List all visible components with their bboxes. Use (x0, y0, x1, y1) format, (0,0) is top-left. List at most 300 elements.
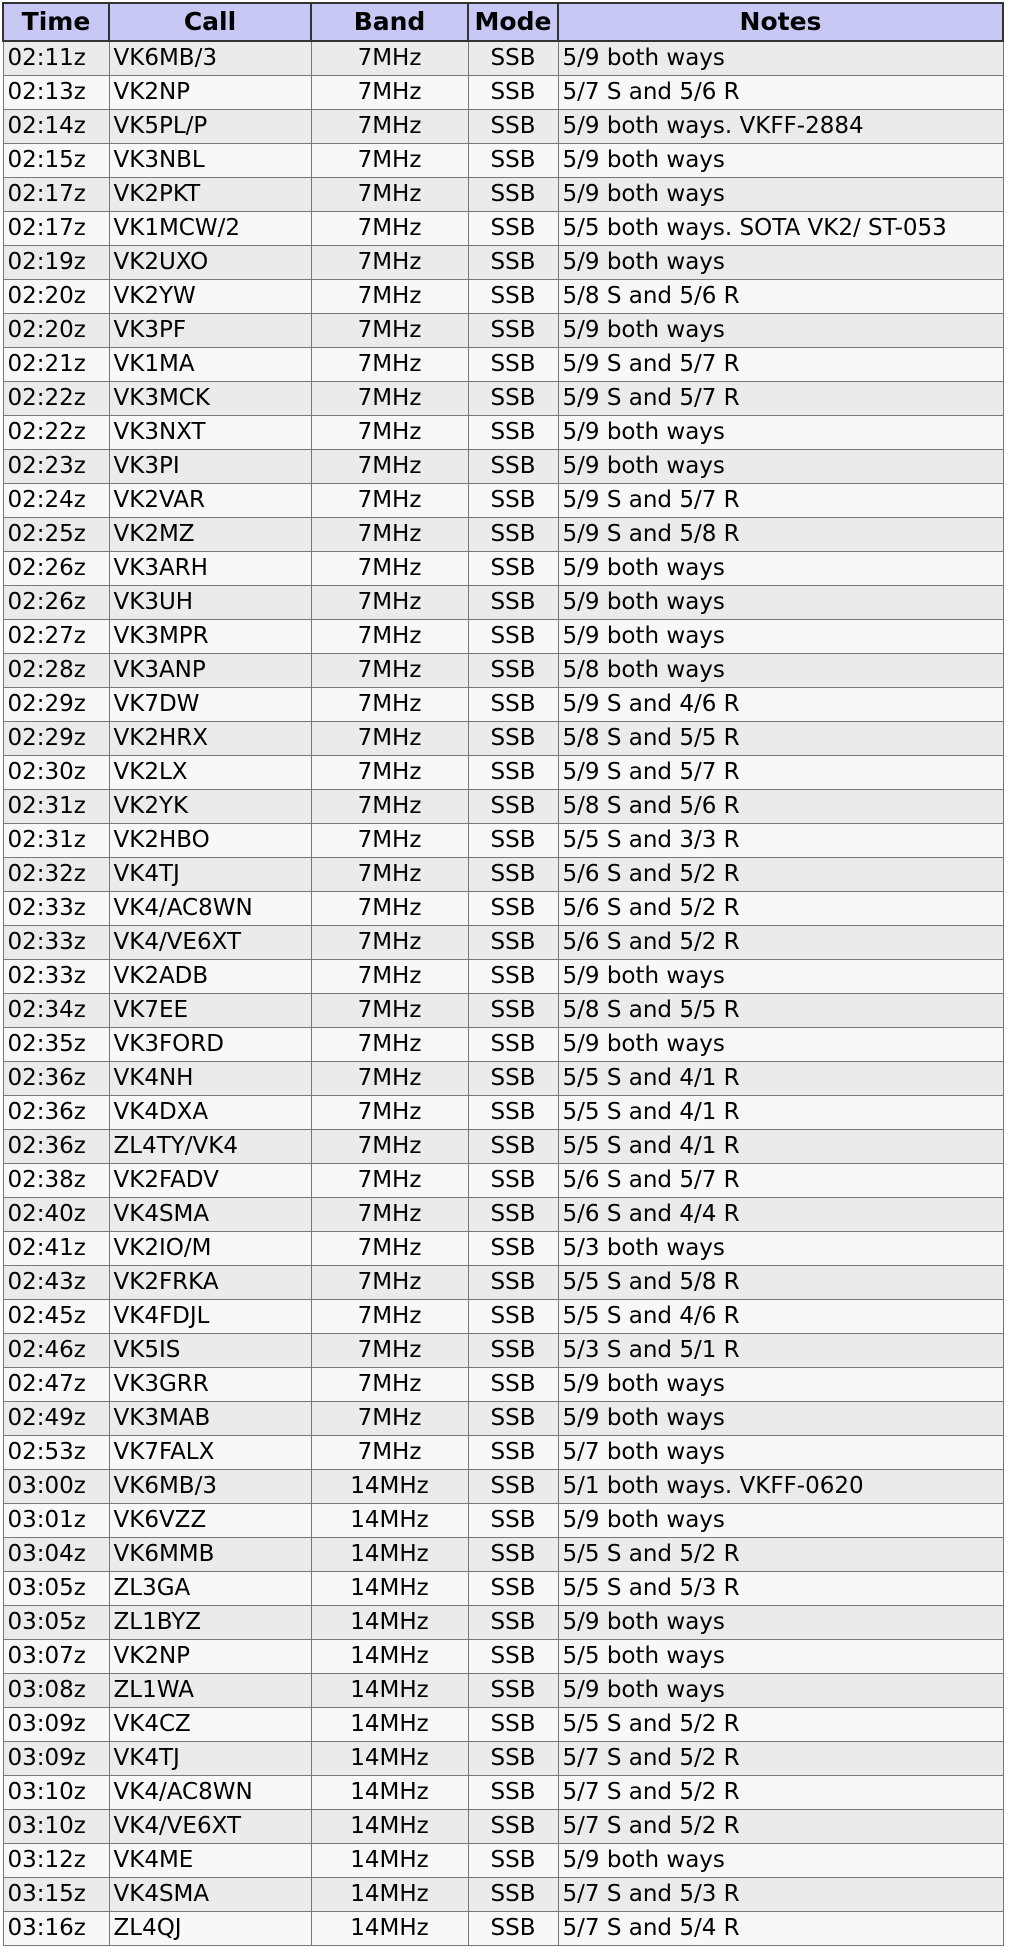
table-row (3, 178, 1003, 212)
band-cell: 7MHz (311, 178, 468, 212)
band-cell: 7MHz (311, 1028, 468, 1062)
mode-cell: SSB (468, 1436, 558, 1470)
call-cell: VK7FALX (109, 1436, 311, 1470)
time-cell: 03:15z (3, 1878, 109, 1912)
band-cell: 14MHz (311, 1504, 468, 1538)
band-cell: 14MHz (311, 1742, 468, 1776)
mode-cell: SSB (468, 1096, 558, 1130)
mode-cell: SSB (468, 654, 558, 688)
band-cell: 7MHz (311, 518, 468, 552)
band-cell: 14MHz (311, 1878, 468, 1912)
band-cell: 7MHz (311, 76, 468, 110)
time-cell: 03:10z (3, 1810, 109, 1844)
band-cell: 14MHz (311, 1844, 468, 1878)
time-cell: 02:31z (3, 824, 109, 858)
table-row (3, 416, 1003, 450)
mode-cell: SSB (468, 178, 558, 212)
table-row (3, 1606, 1003, 1640)
time-cell: 02:33z (3, 960, 109, 994)
time-cell: 02:17z (3, 178, 109, 212)
call-cell: VK7EE (109, 994, 311, 1028)
time-cell: 03:00z (3, 1470, 109, 1504)
call-cell: VK6MMB (109, 1538, 311, 1572)
mode-cell: SSB (468, 620, 558, 654)
time-cell: 02:23z (3, 450, 109, 484)
call-cell: VK3PF (109, 314, 311, 348)
table-row (3, 280, 1003, 314)
mode-cell: SSB (468, 926, 558, 960)
band-cell: 7MHz (311, 110, 468, 144)
table-row (3, 1436, 1003, 1470)
notes-cell: 5/9 both ways (558, 144, 1003, 178)
time-cell: 02:22z (3, 382, 109, 416)
table-row (3, 484, 1003, 518)
time-cell: 02:34z (3, 994, 109, 1028)
time-cell: 02:15z (3, 144, 109, 178)
call-cell: VK6VZZ (109, 1504, 311, 1538)
time-cell: 03:10z (3, 1776, 109, 1810)
time-cell: 02:30z (3, 756, 109, 790)
call-cell: VK3ARH (109, 552, 311, 586)
time-cell: 02:17z (3, 212, 109, 246)
mode-cell: SSB (468, 552, 558, 586)
notes-cell: 5/9 both ways (558, 450, 1003, 484)
table-row (3, 1708, 1003, 1742)
mode-cell: SSB (468, 960, 558, 994)
time-cell: 03:07z (3, 1640, 109, 1674)
band-cell: 7MHz (311, 1198, 468, 1232)
band-cell: 7MHz (311, 688, 468, 722)
band-cell: 7MHz (311, 280, 468, 314)
mode-cell: SSB (468, 110, 558, 144)
call-cell: VK2NP (109, 1640, 311, 1674)
column-header-mode: Mode (468, 3, 558, 41)
time-cell: 02:33z (3, 892, 109, 926)
mode-cell: SSB (468, 416, 558, 450)
band-cell: 14MHz (311, 1810, 468, 1844)
notes-cell: 5/9 both ways (558, 586, 1003, 620)
table-row (3, 110, 1003, 144)
band-cell: 7MHz (311, 654, 468, 688)
band-cell: 14MHz (311, 1776, 468, 1810)
table-row (3, 1504, 1003, 1538)
notes-cell: 5/9 S and 5/8 R (558, 518, 1003, 552)
notes-cell: 5/9 both ways (558, 1028, 1003, 1062)
mode-cell: SSB (468, 790, 558, 824)
time-cell: 02:21z (3, 348, 109, 382)
notes-cell: 5/5 both ways (558, 1640, 1003, 1674)
table-row (3, 212, 1003, 246)
mode-cell: SSB (468, 586, 558, 620)
band-cell: 7MHz (311, 586, 468, 620)
call-cell: VK3MAB (109, 1402, 311, 1436)
table-row (3, 858, 1003, 892)
call-cell: VK4ME (109, 1844, 311, 1878)
notes-cell: 5/7 S and 5/3 R (558, 1878, 1003, 1912)
call-cell: VK6MB/3 (109, 1470, 311, 1504)
call-cell: ZL1WA (109, 1674, 311, 1708)
band-cell: 7MHz (311, 144, 468, 178)
call-cell: VK3UH (109, 586, 311, 620)
time-cell: 02:27z (3, 620, 109, 654)
table-row (3, 76, 1003, 110)
notes-cell: 5/9 both ways (558, 416, 1003, 450)
table-row (3, 1538, 1003, 1572)
time-cell: 02:53z (3, 1436, 109, 1470)
time-cell: 02:31z (3, 790, 109, 824)
call-cell: VK3MPR (109, 620, 311, 654)
mode-cell: SSB (468, 1844, 558, 1878)
band-cell: 7MHz (311, 1334, 468, 1368)
notes-cell: 5/9 both ways (558, 960, 1003, 994)
band-cell: 7MHz (311, 1164, 468, 1198)
notes-cell: 5/6 S and 4/4 R (558, 1198, 1003, 1232)
table-row (3, 1674, 1003, 1708)
time-cell: 02:36z (3, 1096, 109, 1130)
mode-cell: SSB (468, 1674, 558, 1708)
notes-cell: 5/9 S and 4/6 R (558, 688, 1003, 722)
time-cell: 02:41z (3, 1232, 109, 1266)
notes-cell: 5/6 S and 5/2 R (558, 926, 1003, 960)
mode-cell: SSB (468, 994, 558, 1028)
notes-cell: 5/9 both ways (558, 1504, 1003, 1538)
table-row (3, 382, 1003, 416)
table-row (3, 722, 1003, 756)
mode-cell: SSB (468, 1470, 558, 1504)
band-cell: 7MHz (311, 1130, 468, 1164)
band-cell: 7MHz (311, 790, 468, 824)
mode-cell: SSB (468, 41, 558, 76)
band-cell: 14MHz (311, 1572, 468, 1606)
time-cell: 03:05z (3, 1572, 109, 1606)
notes-cell: 5/3 both ways (558, 1232, 1003, 1266)
call-cell: ZL4QJ (109, 1912, 311, 1946)
call-cell: VK2HRX (109, 722, 311, 756)
notes-cell: 5/6 S and 5/7 R (558, 1164, 1003, 1198)
notes-cell: 5/9 both ways (558, 620, 1003, 654)
band-cell: 7MHz (311, 314, 468, 348)
call-cell: VK3MCK (109, 382, 311, 416)
mode-cell: SSB (468, 892, 558, 926)
notes-cell: 5/9 both ways (558, 1844, 1003, 1878)
column-header-notes: Notes (558, 3, 1003, 41)
table-row (3, 586, 1003, 620)
table-row (3, 1164, 1003, 1198)
time-cell: 03:16z (3, 1912, 109, 1946)
time-cell: 02:49z (3, 1402, 109, 1436)
time-cell: 02:32z (3, 858, 109, 892)
table-row (3, 1810, 1003, 1844)
mode-cell: SSB (468, 688, 558, 722)
band-cell: 14MHz (311, 1606, 468, 1640)
call-cell: VK7DW (109, 688, 311, 722)
band-cell: 7MHz (311, 892, 468, 926)
mode-cell: SSB (468, 1130, 558, 1164)
column-header-call: Call (109, 3, 311, 41)
call-cell: VK2ADB (109, 960, 311, 994)
notes-cell: 5/9 both ways (558, 552, 1003, 586)
time-cell: 02:26z (3, 586, 109, 620)
time-cell: 02:43z (3, 1266, 109, 1300)
time-cell: 02:14z (3, 110, 109, 144)
mode-cell: SSB (468, 1538, 558, 1572)
notes-cell: 5/8 S and 5/6 R (558, 790, 1003, 824)
notes-cell: 5/9 both ways (558, 246, 1003, 280)
band-cell: 7MHz (311, 416, 468, 450)
notes-cell: 5/7 S and 5/2 R (558, 1742, 1003, 1776)
time-cell: 03:01z (3, 1504, 109, 1538)
band-cell: 7MHz (311, 1062, 468, 1096)
band-cell: 7MHz (311, 756, 468, 790)
call-cell: VK3PI (109, 450, 311, 484)
notes-cell: 5/9 S and 5/7 R (558, 348, 1003, 382)
notes-cell: 5/9 both ways (558, 1402, 1003, 1436)
column-header-band: Band (311, 3, 468, 41)
table-row (3, 1402, 1003, 1436)
table-row (3, 1742, 1003, 1776)
mode-cell: SSB (468, 518, 558, 552)
mode-cell: SSB (468, 722, 558, 756)
time-cell: 02:24z (3, 484, 109, 518)
time-cell: 02:40z (3, 1198, 109, 1232)
time-cell: 02:35z (3, 1028, 109, 1062)
mode-cell: SSB (468, 1334, 558, 1368)
table-header (3, 3, 1003, 41)
notes-cell: 5/3 S and 5/1 R (558, 1334, 1003, 1368)
header-row (3, 3, 1003, 41)
call-cell: VK5PL/P (109, 110, 311, 144)
notes-cell: 5/8 S and 5/5 R (558, 722, 1003, 756)
time-cell: 02:20z (3, 314, 109, 348)
call-cell: VK4CZ (109, 1708, 311, 1742)
notes-cell: 5/9 both ways (558, 178, 1003, 212)
band-cell: 7MHz (311, 552, 468, 586)
notes-cell: 5/8 S and 5/6 R (558, 280, 1003, 314)
table-row (3, 552, 1003, 586)
table-row (3, 1300, 1003, 1334)
call-cell: VK4TJ (109, 1742, 311, 1776)
time-cell: 03:09z (3, 1742, 109, 1776)
time-cell: 02:33z (3, 926, 109, 960)
band-cell: 14MHz (311, 1470, 468, 1504)
table-row (3, 1912, 1003, 1946)
mode-cell: SSB (468, 212, 558, 246)
mode-cell: SSB (468, 144, 558, 178)
call-cell: VK2YK (109, 790, 311, 824)
notes-cell: 5/7 S and 5/2 R (558, 1810, 1003, 1844)
time-cell: 03:05z (3, 1606, 109, 1640)
table-row (3, 1334, 1003, 1368)
mode-cell: SSB (468, 824, 558, 858)
table-row (3, 1232, 1003, 1266)
mode-cell: SSB (468, 1232, 558, 1266)
notes-cell: 5/7 S and 5/2 R (558, 1776, 1003, 1810)
call-cell: VK4NH (109, 1062, 311, 1096)
table-row (3, 41, 1003, 76)
band-cell: 7MHz (311, 484, 468, 518)
band-cell: 7MHz (311, 1402, 468, 1436)
notes-cell: 5/9 both ways (558, 314, 1003, 348)
table-row (3, 790, 1003, 824)
band-cell: 7MHz (311, 450, 468, 484)
time-cell: 02:26z (3, 552, 109, 586)
time-cell: 02:46z (3, 1334, 109, 1368)
table-row (3, 688, 1003, 722)
notes-cell: 5/8 S and 5/5 R (558, 994, 1003, 1028)
band-cell: 7MHz (311, 620, 468, 654)
call-cell: VK2UXO (109, 246, 311, 280)
band-cell: 14MHz (311, 1708, 468, 1742)
notes-cell: 5/5 S and 4/1 R (558, 1130, 1003, 1164)
mode-cell: SSB (468, 1810, 558, 1844)
mode-cell: SSB (468, 1606, 558, 1640)
table-row (3, 144, 1003, 178)
mode-cell: SSB (468, 1708, 558, 1742)
table-row (3, 926, 1003, 960)
call-cell: VK1MA (109, 348, 311, 382)
call-cell: VK2NP (109, 76, 311, 110)
call-cell: VK4/AC8WN (109, 892, 311, 926)
call-cell: VK6MB/3 (109, 41, 311, 76)
call-cell: VK4/VE6XT (109, 1810, 311, 1844)
time-cell: 02:28z (3, 654, 109, 688)
time-cell: 02:22z (3, 416, 109, 450)
mode-cell: SSB (468, 348, 558, 382)
time-cell: 02:38z (3, 1164, 109, 1198)
band-cell: 14MHz (311, 1674, 468, 1708)
mode-cell: SSB (468, 858, 558, 892)
mode-cell: SSB (468, 280, 558, 314)
table-row (3, 450, 1003, 484)
mode-cell: SSB (468, 1402, 558, 1436)
table-row (3, 1028, 1003, 1062)
call-cell: VK2LX (109, 756, 311, 790)
notes-cell: 5/5 S and 3/3 R (558, 824, 1003, 858)
mode-cell: SSB (468, 1266, 558, 1300)
mode-cell: SSB (468, 1572, 558, 1606)
table-row (3, 892, 1003, 926)
band-cell: 7MHz (311, 1096, 468, 1130)
call-cell: VK4SMA (109, 1878, 311, 1912)
table-row (3, 824, 1003, 858)
mode-cell: SSB (468, 1368, 558, 1402)
time-cell: 03:12z (3, 1844, 109, 1878)
call-cell: VK2YW (109, 280, 311, 314)
band-cell: 14MHz (311, 1640, 468, 1674)
mode-cell: SSB (468, 1912, 558, 1946)
table-row (3, 1062, 1003, 1096)
call-cell: VK3ANP (109, 654, 311, 688)
mode-cell: SSB (468, 1504, 558, 1538)
call-cell: VK1MCW/2 (109, 212, 311, 246)
notes-cell: 5/9 S and 5/7 R (558, 484, 1003, 518)
call-cell: VK3NXT (109, 416, 311, 450)
notes-cell: 5/5 S and 4/1 R (558, 1062, 1003, 1096)
band-cell: 7MHz (311, 722, 468, 756)
notes-cell: 5/7 S and 5/4 R (558, 1912, 1003, 1946)
table-row (3, 1198, 1003, 1232)
mode-cell: SSB (468, 76, 558, 110)
call-cell: ZL4TY/VK4 (109, 1130, 311, 1164)
time-cell: 03:04z (3, 1538, 109, 1572)
time-cell: 02:36z (3, 1062, 109, 1096)
notes-cell: 5/7 both ways (558, 1436, 1003, 1470)
mode-cell: SSB (468, 1300, 558, 1334)
call-cell: ZL3GA (109, 1572, 311, 1606)
table-row (3, 1130, 1003, 1164)
table-row (3, 756, 1003, 790)
table-row (3, 620, 1003, 654)
time-cell: 02:47z (3, 1368, 109, 1402)
band-cell: 7MHz (311, 926, 468, 960)
mode-cell: SSB (468, 1028, 558, 1062)
table-row (3, 1572, 1003, 1606)
call-cell: VK4/VE6XT (109, 926, 311, 960)
notes-cell: 5/6 S and 5/2 R (558, 858, 1003, 892)
band-cell: 7MHz (311, 1266, 468, 1300)
call-cell: VK2MZ (109, 518, 311, 552)
call-cell: VK4TJ (109, 858, 311, 892)
table-row (3, 1470, 1003, 1504)
call-cell: VK4/AC8WN (109, 1776, 311, 1810)
notes-cell: 5/8 both ways (558, 654, 1003, 688)
mode-cell: SSB (468, 314, 558, 348)
mode-cell: SSB (468, 1198, 558, 1232)
time-cell: 02:25z (3, 518, 109, 552)
notes-cell: 5/9 S and 5/7 R (558, 756, 1003, 790)
notes-cell: 5/5 S and 5/3 R (558, 1572, 1003, 1606)
call-cell: VK2VAR (109, 484, 311, 518)
call-cell: VK3GRR (109, 1368, 311, 1402)
notes-cell: 5/9 both ways (558, 1368, 1003, 1402)
mode-cell: SSB (468, 1742, 558, 1776)
call-cell: VK2FADV (109, 1164, 311, 1198)
time-cell: 02:11z (3, 41, 109, 76)
time-cell: 02:36z (3, 1130, 109, 1164)
call-cell: VK4DXA (109, 1096, 311, 1130)
call-cell: VK4SMA (109, 1198, 311, 1232)
table-row (3, 1844, 1003, 1878)
notes-cell: 5/7 S and 5/6 R (558, 76, 1003, 110)
band-cell: 7MHz (311, 1368, 468, 1402)
table-row (3, 348, 1003, 382)
mode-cell: SSB (468, 484, 558, 518)
time-cell: 02:19z (3, 246, 109, 280)
column-header-time: Time (3, 3, 109, 41)
band-cell: 7MHz (311, 858, 468, 892)
table-row (3, 1266, 1003, 1300)
mode-cell: SSB (468, 1164, 558, 1198)
notes-cell: 5/5 S and 4/6 R (558, 1300, 1003, 1334)
band-cell: 7MHz (311, 1300, 468, 1334)
notes-cell: 5/9 both ways (558, 41, 1003, 76)
table-row (3, 654, 1003, 688)
notes-cell: 5/9 both ways (558, 1674, 1003, 1708)
band-cell: 7MHz (311, 41, 468, 76)
time-cell: 03:09z (3, 1708, 109, 1742)
band-cell: 7MHz (311, 348, 468, 382)
notes-cell: 5/9 both ways (558, 1606, 1003, 1640)
mode-cell: SSB (468, 382, 558, 416)
notes-cell: 5/5 S and 5/8 R (558, 1266, 1003, 1300)
notes-cell: 5/6 S and 5/2 R (558, 892, 1003, 926)
table-row (3, 960, 1003, 994)
band-cell: 14MHz (311, 1538, 468, 1572)
time-cell: 02:20z (3, 280, 109, 314)
call-cell: VK3FORD (109, 1028, 311, 1062)
band-cell: 7MHz (311, 960, 468, 994)
band-cell: 7MHz (311, 1232, 468, 1266)
